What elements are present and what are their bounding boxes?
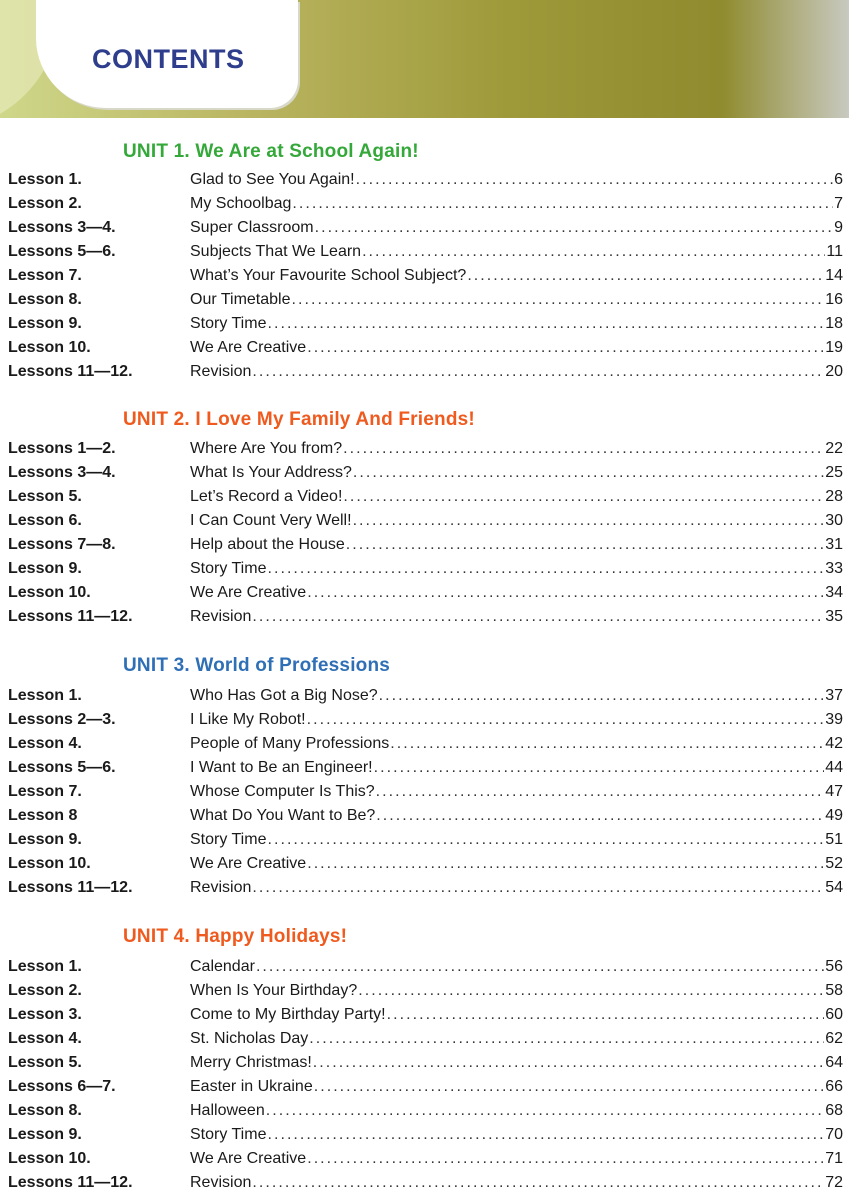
toc-row [0,1123,849,1147]
dot-leader [252,876,824,900]
lesson-title: Who Has Got a Big Nose? [190,687,378,704]
lesson-number: Lessons 2—3. [8,711,116,728]
lesson-number: Lesson 9. [8,560,82,577]
page-number: 70 [825,1126,843,1143]
dot-leader [379,684,825,708]
page-number: 62 [825,1030,843,1047]
lesson-title: I Want to Be an Engineer! [190,759,373,776]
lesson-title: People of Many Professions [190,735,390,752]
dot-leader [252,1171,824,1195]
lesson-title: We Are Creative [190,584,307,601]
lesson-number: Lesson 1. [8,687,82,704]
toc-row [0,192,849,216]
page-number: 9 [834,219,843,236]
toc-row [0,437,849,461]
dot-leader [315,216,833,240]
toc-row [0,1075,849,1099]
lesson-number: Lesson 10. [8,339,91,356]
toc-entry [190,876,843,900]
lesson-title: Revision [190,608,252,625]
toc-row [0,955,849,979]
page-number: 22 [825,440,843,457]
page-number: 66 [825,1078,843,1095]
lesson-title: Calendar [190,958,255,975]
toc-row [0,804,849,828]
toc-row [0,557,849,581]
toc-entry [190,979,843,1003]
lesson-number: Lesson 9. [8,1126,82,1143]
toc-entry [190,708,843,732]
lesson-title: Whose Computer Is This? [190,783,375,800]
toc-row [0,264,849,288]
toc-row [0,1051,849,1075]
toc-row [0,461,849,485]
lesson-title: Revision [190,363,252,380]
lesson-title: Where Are You from? [190,440,343,457]
toc-entry [190,684,843,708]
unit-heading: UNIT 1. We Are at School Again! [123,141,419,162]
lesson-number: Lessons 5—6. [8,759,116,776]
toc-row [0,732,849,756]
toc-row [0,852,849,876]
toc-entry [190,1027,843,1051]
lesson-number: Lesson 8. [8,291,82,308]
toc-entry [190,605,843,629]
page-number: 7 [834,195,843,212]
lesson-title: Story Time [190,315,267,332]
lesson-title: Super Classroom [190,219,314,236]
dot-leader [292,192,833,216]
lesson-title: Story Time [190,831,267,848]
unit-heading: UNIT 2. I Love My Family And Friends! [123,409,475,430]
toc-row [0,828,849,852]
page-number: 52 [825,855,843,872]
toc-entry [190,804,843,828]
toc-row [0,485,849,509]
lesson-title: When Is Your Birthday? [190,982,358,999]
lesson-title: Easter in Ukraine [190,1078,313,1095]
lesson-title: My Schoolbag [190,195,292,212]
lesson-title: What Do You Want to Be? [190,807,376,824]
lesson-number: Lesson 5. [8,1054,82,1071]
toc-row [0,979,849,1003]
page-number: 58 [825,982,843,999]
dot-leader [353,461,824,485]
dot-leader [267,557,824,581]
toc-entry [190,1051,843,1075]
dot-leader [307,336,824,360]
lesson-title: I Can Count Very Well! [190,512,352,529]
toc-row [0,756,849,780]
page-number: 56 [825,958,843,975]
page-number: 20 [825,363,843,380]
dot-leader [390,732,824,756]
dot-leader [307,1147,824,1171]
toc-row [0,684,849,708]
lesson-title: Subjects That We Learn [190,243,362,260]
lesson-number: Lesson 10. [8,855,91,872]
lesson-number: Lesson 10. [8,584,91,601]
dot-leader [343,485,824,509]
lesson-number: Lesson 2. [8,195,82,212]
lesson-title: Revision [190,879,252,896]
lesson-number: Lesson 3. [8,1006,82,1023]
dot-leader [266,1099,824,1123]
lesson-title: Revision [190,1174,252,1191]
unit-heading: UNIT 3. World of Professions [123,655,391,676]
page-number: 31 [825,536,843,553]
lesson-number: Lesson 7. [8,267,82,284]
page-number: 14 [825,267,843,284]
dot-leader [307,708,825,732]
toc-row [0,1027,849,1051]
toc-entry [190,288,843,312]
toc-row [0,581,849,605]
toc-entry [190,437,843,461]
lesson-title: Merry Christmas! [190,1054,312,1071]
lesson-title: We Are Creative [190,1150,307,1167]
toc-row [0,1003,849,1027]
lesson-number: Lesson 9. [8,315,82,332]
toc-row [0,336,849,360]
toc-row [0,1099,849,1123]
dot-leader [256,955,824,979]
lesson-number: Lesson 4. [8,735,82,752]
page-number: 25 [825,464,843,481]
toc-entry [190,216,843,240]
lesson-title: St. Nicholas Day [190,1030,309,1047]
toc-entry [190,557,843,581]
toc-entry [190,1171,843,1195]
dot-leader [387,1003,825,1027]
page-number: 42 [825,735,843,752]
dot-leader [267,312,824,336]
toc-entry [190,240,843,264]
page-number: 28 [825,488,843,505]
dot-leader [309,1027,824,1051]
lesson-title: Glad to See You Again! [190,171,355,188]
page-number: 39 [825,711,843,728]
toc-entry [190,1075,843,1099]
page-number: 54 [825,879,843,896]
toc-row [0,312,849,336]
toc-row [0,533,849,557]
toc-entry [190,852,843,876]
lesson-number: Lesson 8 [8,807,78,824]
dot-leader [346,533,824,557]
toc-row [0,216,849,240]
dot-leader [313,1051,824,1075]
toc-entry [190,955,843,979]
toc-entry [190,360,843,384]
toc-row [0,1171,849,1195]
lesson-number: Lesson 6. [8,512,82,529]
lesson-title: Our Timetable [190,291,291,308]
toc-entry [190,264,843,288]
page-number: 64 [825,1054,843,1071]
page-number: 35 [825,608,843,625]
toc-row [0,360,849,384]
toc-entry [190,581,843,605]
page-number: 37 [825,687,843,704]
toc-entry [190,192,843,216]
toc-entry [190,461,843,485]
lesson-title: Halloween [190,1102,265,1119]
dot-leader [314,1075,824,1099]
lesson-number: Lesson 1. [8,171,82,188]
toc-entry [190,336,843,360]
toc-entry [190,485,843,509]
toc-row [0,509,849,533]
lesson-number: Lesson 7. [8,783,82,800]
lesson-number: Lessons 11—12. [8,363,133,380]
page-number: 34 [825,584,843,601]
page-number: 71 [825,1150,843,1167]
lesson-number: Lesson 8. [8,1102,82,1119]
toc-entry [190,533,843,557]
toc-entry [190,509,843,533]
lesson-number: Lesson 2. [8,982,82,999]
page-title: CONTENTS [92,44,245,74]
toc-row [0,288,849,312]
toc-entry [190,780,843,804]
lesson-title: What’s Your Favourite School Subject? [190,267,467,284]
page-number: 16 [825,291,843,308]
toc-row [0,240,849,264]
lesson-title: Help about the House [190,536,345,553]
dot-leader [467,264,824,288]
toc-row [0,168,849,192]
page-number: 19 [825,339,843,356]
dot-leader [307,852,824,876]
lesson-title: What Is Your Address? [190,464,352,481]
lesson-number: Lessons 11—12. [8,608,133,625]
lesson-title: Story Time [190,1126,267,1143]
lesson-number: Lessons 11—12. [8,1174,133,1191]
lesson-title: Come to My Birthday Party! [190,1006,386,1023]
toc-row [0,1147,849,1171]
page-number: 11 [826,243,843,260]
lesson-number: Lesson 1. [8,958,82,975]
lesson-title: Story Time [190,560,267,577]
toc-row [0,876,849,900]
toc-row [0,605,849,629]
lesson-number: Lessons 3—4. [8,219,116,236]
toc-entry [190,756,843,780]
toc-entry [190,1123,843,1147]
lesson-number: Lesson 9. [8,831,82,848]
lesson-number: Lessons 5—6. [8,243,116,260]
dot-leader [374,756,825,780]
page-number: 6 [834,171,843,188]
dot-leader [376,804,824,828]
page-number: 51 [825,831,843,848]
page-number: 33 [825,560,843,577]
page-number: 72 [825,1174,843,1191]
toc-entry [190,1099,843,1123]
lesson-number: Lessons 11—12. [8,879,133,896]
dot-leader [356,168,834,192]
lesson-number: Lessons 1—2. [8,440,116,457]
lesson-title: We Are Creative [190,855,307,872]
page-number: 44 [825,759,843,776]
lesson-number: Lesson 10. [8,1150,91,1167]
toc-entry [190,168,843,192]
dot-leader [307,581,824,605]
lesson-number: Lesson 5. [8,488,82,505]
toc-row [0,708,849,732]
toc-row [0,780,849,804]
dot-leader [252,360,824,384]
lesson-title: I Like My Robot! [190,711,306,728]
page-number: 47 [825,783,843,800]
dot-leader [343,437,824,461]
lesson-title: Let’s Record a Video! [190,488,343,505]
dot-leader [358,979,824,1003]
dot-leader [291,288,824,312]
page-number: 30 [825,512,843,529]
dot-leader [362,240,825,264]
dot-leader [252,605,824,629]
dot-leader [267,828,824,852]
toc-entry [190,1003,843,1027]
dot-leader [267,1123,824,1147]
lesson-number: Lessons 7—8. [8,536,116,553]
lesson-number: Lessons 3—4. [8,464,116,481]
lesson-number: Lessons 6—7. [8,1078,116,1095]
unit-heading: UNIT 4. Happy Holidays! [123,926,348,947]
page-number: 49 [825,807,843,824]
page-number: 18 [825,315,843,332]
toc-entry [190,732,843,756]
lesson-number: Lesson 4. [8,1030,82,1047]
page-number: 68 [825,1102,843,1119]
toc-entry [190,1147,843,1171]
lesson-title: We Are Creative [190,339,307,356]
page-number: 60 [825,1006,843,1023]
toc-entry [190,312,843,336]
dot-leader [353,509,825,533]
toc-entry [190,828,843,852]
dot-leader [376,780,825,804]
